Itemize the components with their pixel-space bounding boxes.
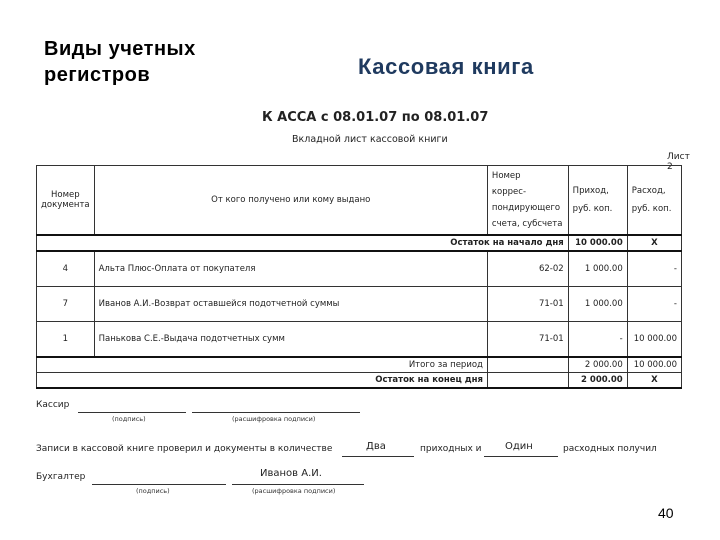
row-account: 62-02 [487, 251, 568, 287]
header-account: Номер коррес- пондирующего счета, субсчета [487, 166, 568, 236]
totals-account-empty [487, 357, 568, 373]
check-text-2: приходных и [420, 444, 482, 454]
table-header-row [37, 166, 682, 236]
header-expense: Расход, руб. коп. [627, 166, 681, 236]
closing-balance-label: Остаток на конец дня [37, 373, 488, 389]
row-expense: 10 000.00 [627, 322, 681, 358]
row-expense: - [627, 287, 681, 322]
cashier-signature-line [78, 400, 186, 413]
row-doc-number: 1 [37, 322, 95, 358]
closing-balance-expense: X [627, 373, 681, 389]
totals-label: Итого за период [37, 357, 488, 373]
slide-title: Кассовая книга [358, 54, 534, 79]
row-account: 71-01 [487, 322, 568, 358]
row-doc-number: 4 [37, 251, 95, 287]
closing-account-empty [487, 373, 568, 389]
row-doc-number: 7 [37, 287, 95, 322]
document-subtitle: Вкладной лист кассовой книги [292, 134, 448, 145]
document-title: К АССА с 08.01.07 по 08.01.07 [262, 110, 489, 125]
row-description: Альта Плюс-Оплата от покупателя [94, 251, 487, 287]
row-account: 71-01 [487, 287, 568, 322]
row-income: - [568, 322, 627, 358]
cashier-signature-hint: (подпись) [112, 415, 146, 423]
table-row [37, 251, 682, 287]
row-description: Панькова С.Е.-Выдача подотчетных сумм [94, 322, 487, 358]
expense-count-value: Один [505, 441, 533, 452]
sheet-label: Лист 2 [667, 152, 690, 172]
table-row [37, 287, 682, 322]
header-description: От кого получено или кому выдано [94, 166, 487, 236]
row-description: Иванов А.И.-Возврат оставшейся подотчетной суммы [94, 287, 487, 322]
closing-balance-income: 2 000.00 [568, 373, 627, 389]
check-text-1: Записи в кассовой книге проверил и документы в количестве [36, 444, 333, 454]
totals-row [37, 357, 682, 373]
header-income: Приход, руб. коп. [568, 166, 627, 236]
accountant-signature-area [36, 466, 676, 496]
cashier-signature-area [36, 400, 676, 426]
cashier-decode-line [192, 400, 360, 413]
cashier-decode-hint: (расшифровка подписи) [232, 415, 316, 423]
accountant-label: Бухгалтер [36, 472, 86, 482]
totals-expense: 10 000.00 [627, 357, 681, 373]
accountant-name: Иванов А.И. [260, 468, 322, 479]
slide-heading-line2: регистров [44, 64, 151, 86]
opening-balance-label: Остаток на начало дня [37, 235, 569, 251]
check-statement [36, 440, 686, 462]
row-expense: - [627, 251, 681, 287]
accountant-signature-line [92, 466, 226, 485]
accountant-signature-hint: (подпись) [136, 487, 170, 495]
cash-book-table [36, 165, 682, 389]
opening-balance-row [37, 235, 682, 251]
cashier-label: Кассир [36, 400, 70, 410]
totals-income: 2 000.00 [568, 357, 627, 373]
table-row [37, 322, 682, 358]
accountant-decode-hint: (расшифровка подписи) [252, 487, 336, 495]
slide-heading-line1: Виды учетных [44, 38, 196, 60]
cash-book-document [30, 108, 690, 503]
row-income: 1 000.00 [568, 251, 627, 287]
check-text-3: расходных получил [563, 444, 657, 454]
header-doc-number: Номер документа [37, 166, 95, 236]
closing-balance-row [37, 373, 682, 389]
page-number: 40 [658, 505, 674, 521]
row-income: 1 000.00 [568, 287, 627, 322]
opening-balance-expense: X [627, 235, 681, 251]
opening-balance-income: 10 000.00 [568, 235, 627, 251]
income-count-value: Два [366, 441, 386, 452]
slide-heading [44, 36, 196, 88]
